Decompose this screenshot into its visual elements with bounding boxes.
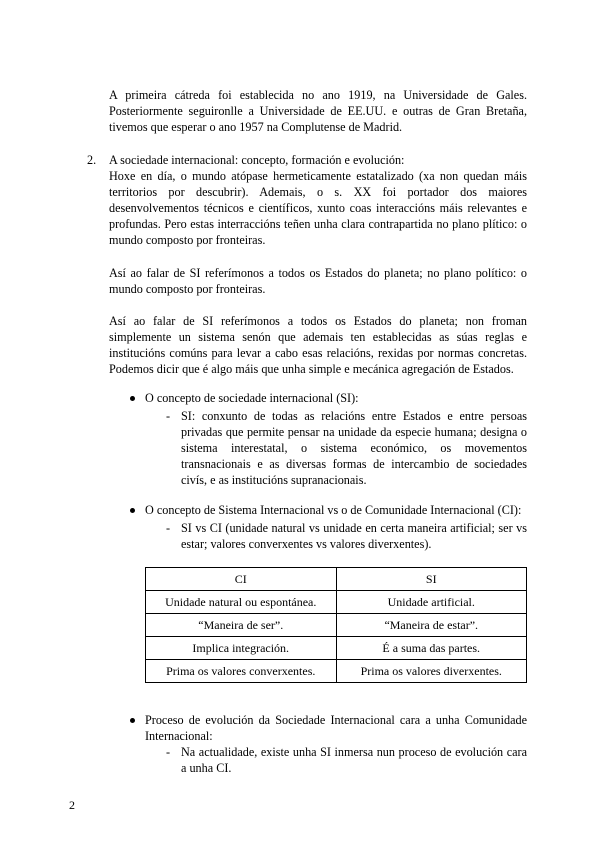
intro-paragraph: A primeira cátreda foi establecida no ano 1919, na Universidade de Gales. Posteriormente seguironlle a Universidade de EE.UU. e outras de Gran Bretaña, tivemos que esperar o ano 1957 na Complutense de Madrid.	[109, 88, 527, 134]
section-heading: A sociedade internacional: concepto, formación e evolución:	[109, 153, 405, 167]
table-header-si: SI	[336, 568, 527, 591]
page-number: 2	[69, 798, 75, 812]
bullet-1-sub: SI: conxunto de todas as relacións entre Estados e entre persoas privadas que permite pensar na unidade da especie humana; designa o sistema interestatal, o sistema económico, os movementos transnacionais e as diversas formas de intercambio de sociedades civís, e as institucións supranacionais.	[181, 409, 527, 487]
bullet-3-sub: Na actualidade, existe unha SI inmersa nun proceso de evolución cara a unha CI.	[181, 745, 527, 775]
bullet-icon	[130, 718, 135, 723]
dash-icon: -	[166, 521, 171, 535]
table-cell: Unidade artificial.	[336, 591, 527, 614]
table-cell: Prima os valores diverxentes.	[336, 660, 527, 683]
comparison-table	[145, 567, 527, 683]
dash-icon: -	[166, 745, 171, 759]
table-cell: Implica integración.	[146, 637, 337, 660]
bullet-icon	[130, 508, 135, 513]
table-row	[146, 660, 527, 683]
table-row	[146, 614, 527, 637]
table-cell: “Maneira de estar”.	[336, 614, 527, 637]
section-number: 2.	[87, 153, 97, 167]
bullet-icon	[130, 396, 135, 401]
section-paragraph-3: Así ao falar de SI referímonos a todos os Estados do planeta; non froman simplemente un sistema senón que ademais ten establecidas as súas reglas e institucións comúns para levar a cabo esas relacións, rexidas por normas concretas. Podemos dicir que é algo máis que unha simple e mecánica agregación de Estados.	[109, 314, 527, 376]
table-header-row	[146, 568, 527, 591]
table-cell: Prima os valores converxentes.	[146, 660, 337, 683]
bullet-3-title: Proceso de evolución da Sociedade Internacional cara a unha Comunidade Internacional:	[145, 713, 527, 743]
table-row	[146, 637, 527, 660]
table-header-ci: CI	[146, 568, 337, 591]
section-paragraph-1: Hoxe en día, o mundo atópase hermeticamente estatalizado (xa non quedan máis territorios por descubrir). Ademais, o s. XX foi portador dos maiores desenvolvementos técnicos e científicos, xunto coas interaccións máis relevantes e profundas. Pero estas interraccións teñen unha clara contrapartida no plano plítico: o mundo composto por fronteiras.	[109, 169, 527, 247]
bullet-2-title: O concepto de Sistema Internacional vs o de Comunidade Internacional (CI):	[145, 503, 522, 517]
table-cell: É a suma das partes.	[336, 637, 527, 660]
dash-icon: -	[166, 409, 171, 423]
bullet-2-sub: SI vs CI (unidade natural vs unidade en certa maneira artificial; ser vs estar; valores converxentes vs valores diverxentes).	[181, 521, 527, 551]
bullet-1-title: O concepto de sociedade internacional (SI):	[145, 391, 359, 405]
section-paragraph-2: Así ao falar de SI referímonos a todos os Estados do planeta; no plano político: o mundo composto por fronteiras.	[109, 266, 527, 296]
table-cell: “Maneira de ser”.	[146, 614, 337, 637]
table-row	[146, 591, 527, 614]
table-cell: Unidade natural ou espontánea.	[146, 591, 337, 614]
